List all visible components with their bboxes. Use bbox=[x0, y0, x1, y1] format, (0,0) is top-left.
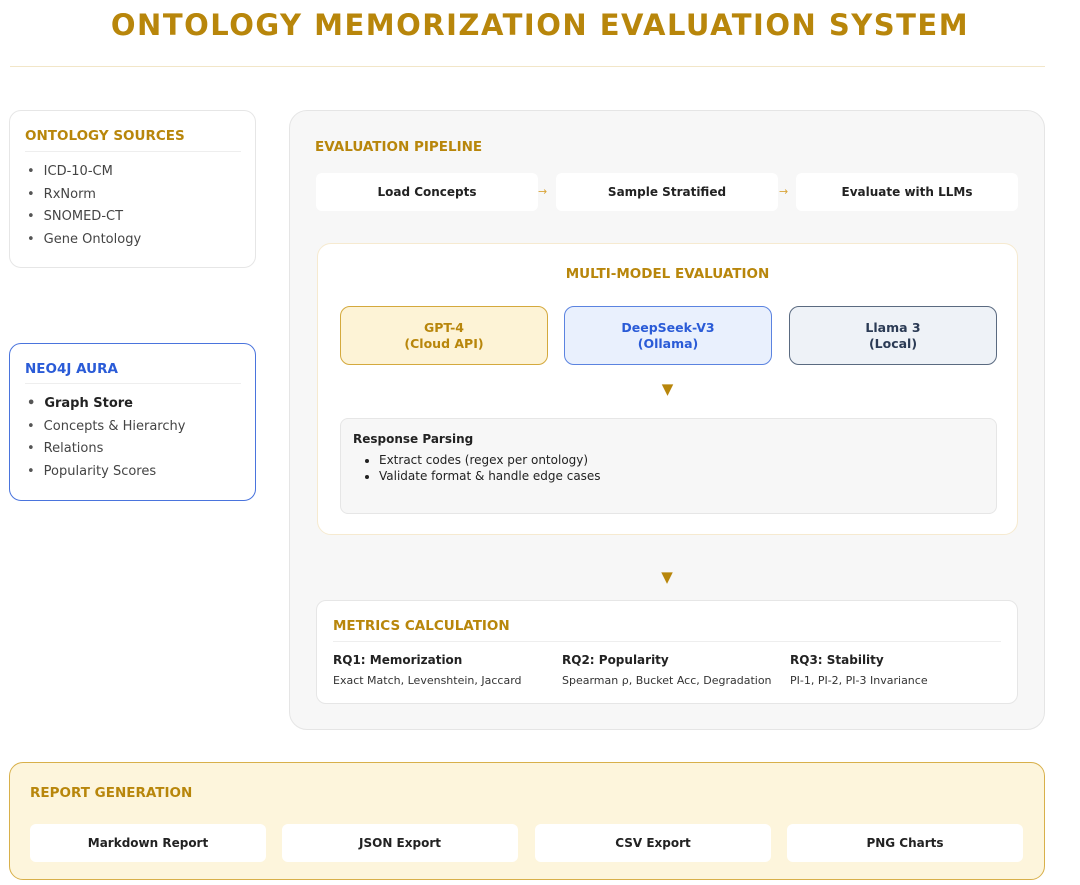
list-item: • Gene Ontology bbox=[27, 229, 141, 252]
list-item: • Concepts & Hierarchy bbox=[27, 416, 185, 439]
model-name: DeepSeek-V3 bbox=[621, 319, 715, 335]
step-load-concepts: Load Concepts bbox=[316, 173, 538, 211]
ontology-sources-heading: ONTOLOGY SOURCES bbox=[25, 128, 185, 144]
model-deepseek-box bbox=[564, 306, 772, 365]
list-item: • ICD-10-CM bbox=[27, 161, 141, 184]
metrics-divider bbox=[333, 641, 1001, 642]
model-name: GPT-4 bbox=[424, 319, 464, 335]
list-item: • Relations bbox=[27, 438, 185, 461]
report-generation-panel bbox=[9, 762, 1045, 880]
ontology-sources-list bbox=[27, 161, 141, 251]
list-item: • Extract codes (regex per ontology) bbox=[379, 452, 601, 468]
model-llama-box bbox=[789, 306, 997, 365]
model-gpt4-box bbox=[340, 306, 548, 365]
list-item: • RxNorm bbox=[27, 184, 141, 207]
multi-model-evaluation-card bbox=[317, 243, 1018, 535]
arrow-right-icon: → bbox=[538, 185, 548, 198]
model-name: Llama 3 bbox=[865, 319, 921, 335]
output-json-export: JSON Export bbox=[282, 824, 518, 862]
neo4j-aura-heading: NEO4J AURA bbox=[25, 361, 118, 377]
output-markdown-report: Markdown Report bbox=[30, 824, 266, 862]
arrow-right-icon: → bbox=[779, 185, 789, 198]
report-generation-heading: REPORT GENERATION bbox=[30, 785, 193, 801]
evaluation-pipeline-heading: EVALUATION PIPELINE bbox=[315, 139, 483, 155]
list-item: • Popularity Scores bbox=[27, 461, 185, 484]
model-sub: (Cloud API) bbox=[404, 335, 484, 351]
list-item: • Graph Store bbox=[27, 393, 185, 416]
metrics-heading: METRICS CALCULATION bbox=[333, 618, 510, 634]
arrow-down-icon: ▼ bbox=[661, 568, 673, 586]
neo4j-aura-divider bbox=[25, 383, 241, 384]
model-sub: (Ollama) bbox=[637, 335, 699, 351]
list-item: • SNOMED-CT bbox=[27, 206, 141, 229]
metric-group-name: RQ1: Memorization bbox=[333, 653, 463, 667]
response-parsing-heading: Response Parsing bbox=[353, 432, 474, 446]
evaluation-pipeline-panel bbox=[289, 110, 1045, 730]
metric-group-name: RQ3: Stability bbox=[790, 653, 884, 667]
ontology-sources-card bbox=[9, 110, 256, 268]
output-png-charts: PNG Charts bbox=[787, 824, 1023, 862]
metrics-calculation-card bbox=[316, 600, 1018, 704]
step-evaluate-llms: Evaluate with LLMs bbox=[796, 173, 1018, 211]
response-parsing-list bbox=[363, 452, 601, 484]
arrow-down-icon: ▼ bbox=[661, 380, 674, 398]
page-title: ONTOLOGY MEMORIZATION EVALUATION SYSTEM bbox=[110, 8, 970, 42]
step-sample-stratified: Sample Stratified bbox=[556, 173, 778, 211]
neo4j-aura-card bbox=[9, 343, 256, 501]
model-sub: (Local) bbox=[868, 335, 918, 351]
metric-group-detail: Spearman ρ, Bucket Acc, Degradation bbox=[562, 674, 772, 687]
multi-model-heading: MULTI-MODEL EVALUATION bbox=[565, 266, 770, 282]
response-parsing-box bbox=[340, 418, 997, 514]
title-divider bbox=[10, 66, 1045, 67]
metric-group-name: RQ2: Popularity bbox=[562, 653, 669, 667]
neo4j-aura-list bbox=[27, 393, 185, 483]
ontology-sources-divider bbox=[25, 151, 241, 152]
list-item: • Validate format & handle edge cases bbox=[379, 468, 601, 484]
output-csv-export: CSV Export bbox=[535, 824, 771, 862]
metric-group-detail: PI-1, PI-2, PI-3 Invariance bbox=[790, 674, 928, 687]
metric-group-detail: Exact Match, Levenshtein, Jaccard bbox=[333, 674, 522, 687]
